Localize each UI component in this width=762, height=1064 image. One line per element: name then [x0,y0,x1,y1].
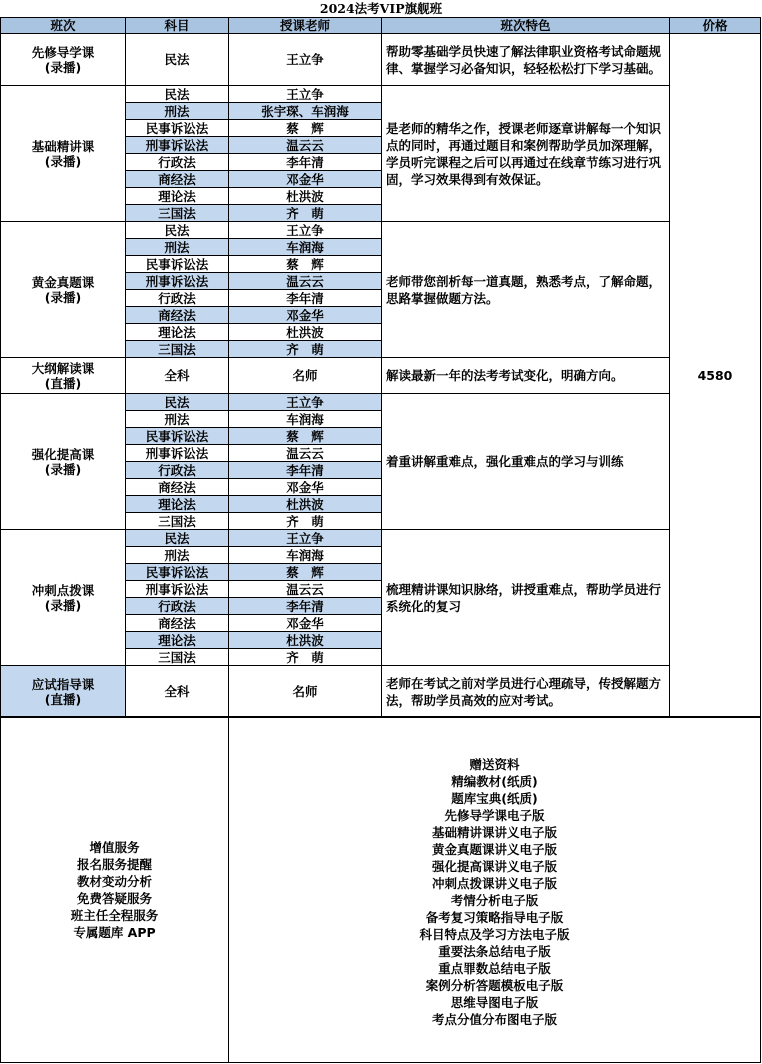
teacher-cell: 齐 萌 [229,649,382,666]
subject-cell: 刑法 [126,411,229,428]
subject-cell: 民事诉讼法 [126,120,229,137]
value-added-cell [1,717,229,1063]
header-subject: 科目 [126,18,229,34]
teacher-cell: 邓金华 [229,615,382,632]
value-added-item: 免费答疑服务 [76,890,152,906]
teacher-cell: 蔡 辉 [229,428,382,445]
subject-cell: 民法 [126,86,229,103]
teacher-cell: 名师 [229,358,382,394]
table-row [1,222,761,239]
course-body [1,34,761,718]
gifts-list [229,752,760,1028]
subject-cell: 民事诉讼法 [126,256,229,273]
class-name: 黄金真题课 [31,274,95,290]
gift-item: 重要法条总结电子版 [438,943,551,959]
table-row [1,86,761,103]
subject-cell: 刑事诉讼法 [126,445,229,462]
header-feature: 班次特色 [382,18,670,34]
gift-item: 案例分析答题模板电子版 [425,977,564,993]
class-mode: (直播) [44,691,82,707]
gift-item: 重点罪数总结电子版 [438,960,551,976]
subject-cell: 理论法 [126,496,229,513]
gift-item: 冲刺点拨课讲义电子版 [431,875,557,891]
teacher-cell: 温云云 [229,137,382,154]
table-row [1,666,761,718]
class-mode: (录播) [44,289,82,305]
subject-cell: 全科 [126,358,229,394]
teacher-cell: 张宇琛、车润海 [229,103,382,120]
extras-table [0,716,761,1063]
gift-item: 先修导学课电子版 [444,807,545,823]
class-name: 基础精讲课 [31,138,95,154]
teacher-cell: 杜洪波 [229,188,382,205]
subject-cell: 三国法 [126,649,229,666]
teacher-cell: 王立争 [229,34,382,86]
subject-cell: 行政法 [126,598,229,615]
class-cell [1,86,126,222]
extras-row [1,717,761,1063]
feature-cell: 是老师的精华之作，授课老师逐章讲解每一个知识点的同时，再通过题目和案例帮助学员加深理解，学员听完课程之后可以再通过在线章节练习进行巩固，学习效果得到有效保证。 [382,86,670,222]
subject-cell: 刑事诉讼法 [126,273,229,290]
class-cell [1,394,126,530]
subject-cell: 行政法 [126,462,229,479]
value-added-list [1,839,228,941]
teacher-cell: 车润海 [229,411,382,428]
class-mode: (录播) [44,597,82,613]
teacher-cell: 杜洪波 [229,324,382,341]
table-row [1,530,761,547]
subject-cell: 民事诉讼法 [126,428,229,445]
feature-cell: 解读最新一年的法考考试变化，明确方向。 [382,358,670,394]
subject-cell: 行政法 [126,290,229,307]
value-added-item: 专属题库 APP [73,924,156,940]
gift-item: 考情分析电子版 [450,892,539,908]
header-class: 班次 [1,18,126,34]
teacher-cell: 李年清 [229,598,382,615]
gift-item: 科目特点及学习方法电子版 [419,926,570,942]
subject-cell: 民法 [126,222,229,239]
class-cell [1,666,126,718]
subject-cell: 商经法 [126,479,229,496]
subject-cell: 民法 [126,530,229,547]
gift-item: 精编教材(纸质) [451,773,538,789]
teacher-cell: 李年清 [229,154,382,171]
class-name: 强化提高课 [31,446,95,462]
teacher-cell: 齐 萌 [229,513,382,530]
feature-cell: 梳理精讲课知识脉络，讲授重难点，帮助学员进行系统化的复习 [382,530,670,666]
teacher-cell: 杜洪波 [229,496,382,513]
subject-cell: 全科 [126,666,229,718]
class-cell [1,34,126,86]
gift-item: 黄金真题课讲义电子版 [431,841,557,857]
teacher-cell: 温云云 [229,445,382,462]
subject-cell: 刑事诉讼法 [126,581,229,598]
gift-item: 题库宝典(纸质) [451,790,538,806]
table-row [1,34,761,86]
teacher-cell: 蔡 辉 [229,120,382,137]
price-cell: 4580 [670,34,761,718]
teacher-cell: 齐 萌 [229,341,382,358]
subject-cell: 商经法 [126,171,229,188]
header-teacher: 授课老师 [229,18,382,34]
teacher-cell: 李年清 [229,290,382,307]
teacher-cell: 邓金华 [229,307,382,324]
gift-item: 赠送资料 [469,756,520,772]
class-name: 冲刺点拨课 [31,582,95,598]
feature-cell: 着重讲解重难点，强化重难点的学习与训练 [382,394,670,530]
teacher-cell: 温云云 [229,581,382,598]
header-price: 价格 [670,18,761,34]
feature-cell: 老师在考试之前对学员进行心理疏导，传授解题方法，帮助学员高效的应对考试。 [382,666,670,718]
subject-cell: 刑法 [126,239,229,256]
value-added-item: 报名服务提醒 [76,856,152,872]
subject-cell: 刑事诉讼法 [126,137,229,154]
subject-cell: 商经法 [126,615,229,632]
gift-item: 思维导图电子版 [450,994,539,1010]
subject-cell: 民法 [126,34,229,86]
teacher-cell: 李年清 [229,462,382,479]
gift-item: 基础精讲课讲义电子版 [431,824,557,840]
value-added-item: 班主任全程服务 [70,907,159,923]
value-added-item: 教材变动分析 [76,873,152,889]
class-mode: (录播) [44,153,82,169]
gift-item: 考点分值分布图电子版 [431,1011,557,1027]
subject-cell: 理论法 [126,188,229,205]
subject-cell: 民法 [126,394,229,411]
class-cell [1,222,126,358]
table-row [1,394,761,411]
subject-cell: 刑法 [126,547,229,564]
gift-item: 强化提高课讲义电子版 [431,858,557,874]
subject-cell: 理论法 [126,632,229,649]
subject-cell: 三国法 [126,513,229,530]
subject-cell: 行政法 [126,154,229,171]
subject-cell: 刑法 [126,103,229,120]
teacher-cell: 王立争 [229,222,382,239]
teacher-cell: 杜洪波 [229,632,382,649]
teacher-cell: 车润海 [229,239,382,256]
class-name: 应试指导课 [31,676,95,692]
teacher-cell: 邓金华 [229,171,382,188]
gifts-cell [229,717,761,1063]
subject-cell: 商经法 [126,307,229,324]
subject-cell: 三国法 [126,205,229,222]
feature-cell: 帮助零基础学员快速了解法律职业资格考试命题规律、掌握学习必备知识，轻轻松松打下学习基础。 [382,34,670,86]
subject-cell: 三国法 [126,341,229,358]
subject-cell: 理论法 [126,324,229,341]
class-cell [1,358,126,394]
header-row [1,18,761,34]
page-title: 2024法考VIP旗舰班 [319,1,443,16]
value-added-item: 增值服务 [89,839,140,855]
class-cell [1,530,126,666]
teacher-cell: 邓金华 [229,479,382,496]
feature-cell: 老师带您剖析每一道真题，熟悉考点，了解命题，思路掌握做题方法。 [382,222,670,358]
teacher-cell: 温云云 [229,273,382,290]
teacher-cell: 名师 [229,666,382,718]
class-mode: (录播) [44,59,82,75]
teacher-cell: 王立争 [229,86,382,103]
teacher-cell: 蔡 辉 [229,256,382,273]
teacher-cell: 车润海 [229,547,382,564]
teacher-cell: 齐 萌 [229,205,382,222]
table-row [1,358,761,394]
teacher-cell: 王立争 [229,530,382,547]
course-table [0,17,761,718]
subject-cell: 民事诉讼法 [126,564,229,581]
teacher-cell: 蔡 辉 [229,564,382,581]
gift-item: 备考复习策略指导电子版 [425,909,564,925]
class-mode: (录播) [44,461,82,477]
class-name: 先修导学课 [31,44,95,60]
class-name: 大纲解读课 [31,360,95,376]
class-mode: (直播) [44,375,82,391]
teacher-cell: 王立争 [229,394,382,411]
